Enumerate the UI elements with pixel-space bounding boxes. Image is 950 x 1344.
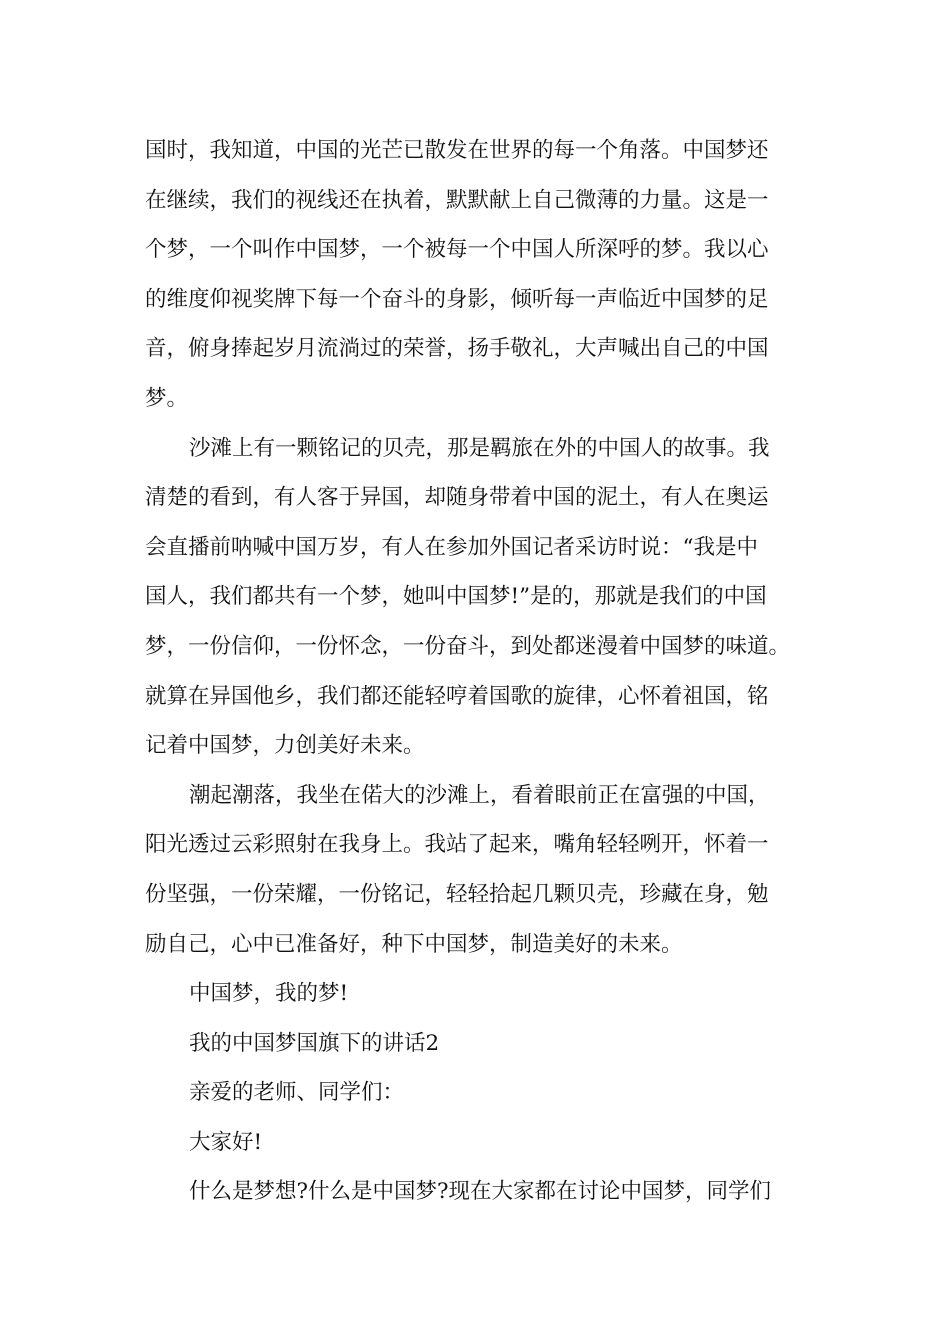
text-line: 记着中国梦，力创美好未来。 bbox=[145, 733, 425, 759]
paragraph-start-line: 潮起潮落，我坐在偌大的沙滩上，看着眼前正在富强的中国， bbox=[189, 782, 770, 808]
section-title: 我的中国梦国旗下的讲话2 bbox=[189, 1030, 440, 1056]
text-line: 个梦，一个叫作中国梦，一个被每一个中国人所深呼的梦。我以心 bbox=[145, 237, 769, 263]
text-line: 音，俯身捧起岁月流淌过的荣誉，扬手敬礼，大声喊出自己的中国 bbox=[145, 336, 769, 362]
greeting-line: 大家好! bbox=[189, 1129, 263, 1155]
text-line: 就算在异国他乡，我们都还能轻哼着国歌的旋律，心怀着祖国，铭 bbox=[145, 683, 769, 709]
text-line: 在继续，我们的视线还在执着，默默献上自己微薄的力量。这是一 bbox=[145, 187, 769, 213]
paragraph-start-line: 什么是梦想?什么是中国梦?现在大家都在讨论中国梦，同学们 bbox=[189, 1179, 772, 1205]
text-line: 份坚强，一份荣耀，一份铭记，轻轻拾起几颗贝壳，珍藏在身，勉 bbox=[145, 881, 769, 907]
text-line: 梦。 bbox=[145, 385, 189, 411]
salutation-line: 亲爱的老师、同学们： bbox=[189, 1080, 405, 1106]
text-line: 清楚的看到，有人客于异国，却随身带着中国的泥土，有人在奥运 bbox=[145, 485, 769, 511]
text-line: 国时，我知道，中国的光芒已散发在世界的每一个角落。中国梦还 bbox=[145, 138, 769, 163]
text-line: 阳光透过云彩照射在我身上。我站了起来，嘴角轻轻咧开，怀着一 bbox=[145, 832, 769, 858]
text-line: 会直播前呐喊中国万岁，有人在参加外国记者采访时说：“我是中 bbox=[145, 534, 758, 560]
document-page bbox=[145, 126, 823, 1217]
text-line: 国人，我们都共有一个梦，她叫中国梦!”是的，那就是我们的中国 bbox=[145, 584, 767, 610]
paragraph-start-line: 中国梦，我的梦! bbox=[189, 981, 349, 1007]
text-line: 励自己，心中已准备好，种下中国梦，制造美好的未来。 bbox=[145, 931, 683, 957]
paragraph-start-line: 沙滩上有一颗铭记的贝壳，那是羁旅在外的中国人的故事。我 bbox=[189, 435, 770, 461]
text-line: 的维度仰视奖牌下每一个奋斗的身影，倾听每一声临近中国梦的足 bbox=[145, 286, 769, 312]
text-line: 梦，一份信仰，一份怀念，一份奋斗，到处都迷漫着中国梦的味道。 bbox=[145, 633, 791, 659]
